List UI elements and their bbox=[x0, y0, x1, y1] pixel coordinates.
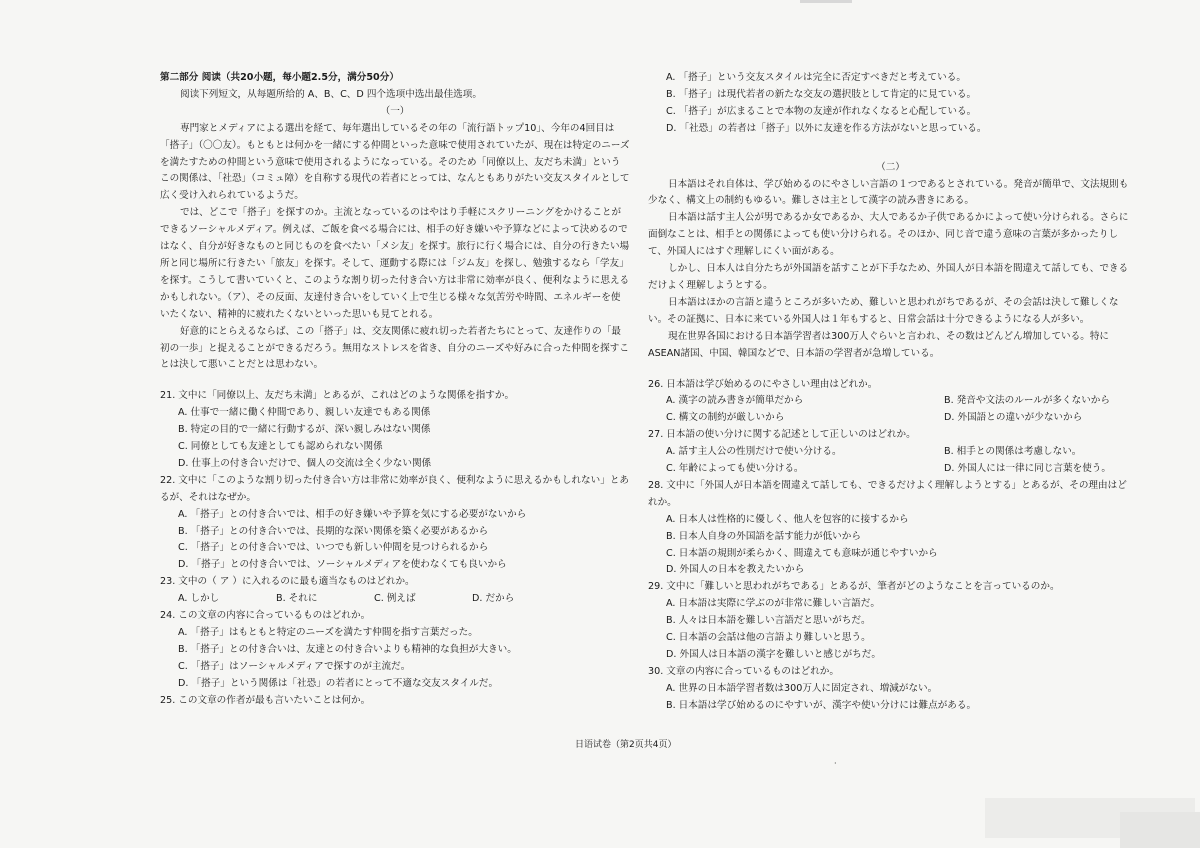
q27-options-row1 bbox=[666, 444, 1133, 461]
q29-option-a: A. 日本語は実際に学ぶのが非常に難しい言語だ。 bbox=[666, 598, 880, 610]
question-30: 30. 文章の内容に合っているものはどれか。 bbox=[648, 665, 839, 677]
section2-label: （二） bbox=[876, 161, 905, 173]
q25-option-c: C. 「搭子」が広まることで本物の友達が作れなくなると心配している。 bbox=[666, 105, 977, 117]
section1-label: （一） bbox=[380, 105, 410, 117]
passage2-paragraph4: 日本語はほかの言語と違うところが多いため、難しいと思われがちであるが、その会話は決して難しくない。その証拠に、日本に来ている外国人は１年もすると、日常会話は十分できるようになる人が多い。 bbox=[648, 296, 1119, 325]
page-footer: 日语试卷（第2页共4页） bbox=[575, 740, 677, 750]
q29-option-b: B. 人々は日本語を難しい言語だと思いがちだ。 bbox=[666, 615, 871, 627]
passage2-paragraph1: 日本語はそれ自体は、学び始めるのにやさしい言語の１つであるとされている。発音が簡単で、文法規則も少なく、構文上の制約もゆるい。難しさは主として漢字の読み書きにある。 bbox=[648, 178, 1129, 207]
passage2-paragraph3: しかし、日本人は自分たちが外国語を話すことが下手なため、外国人が日本語を間違えて話しても、できるだけよく理解しようとする。 bbox=[648, 263, 1129, 291]
q30-option-b: B. 日本語は学び始めるのにやすいが、漢字や使い分けには難点がある。 bbox=[666, 699, 977, 711]
question-24: 24. この文章の内容に合っているものはどれか。 bbox=[160, 610, 371, 622]
q27-option-d: D. 外国人には一律に同じ言葉を使う。 bbox=[944, 463, 1111, 475]
q21-option-b: B. 特定の目的で一緒に行動するが、深い親しみはない関係 bbox=[178, 424, 431, 436]
q27-options-row2 bbox=[666, 461, 1133, 478]
question-21: 21. 文中に「同僚以上、友だち未満」とあるが、これはどのような関係を指すか。 bbox=[160, 390, 515, 402]
q24-option-c: C. 「搭子」はソーシャルメディアで探すのが主流だ。 bbox=[178, 660, 411, 672]
scan-mark bbox=[800, 0, 852, 3]
q22-option-a: A. 「搭子」との付き合いでは、相手の好き嫌いや予算を気にする必要がないから bbox=[178, 508, 527, 520]
question-22: 22. 文中に「このような割り切った付き合い方は非常に効率が良く、便利なように思えるかもしれない」とあるが、それはなぜか。 bbox=[160, 474, 630, 503]
q21-option-d: D. 仕事上の付き合いだけで、個人の交流は全く少ない関係 bbox=[178, 457, 432, 469]
question-27: 27. 日本語の使い分けに関する記述として正しいのはどれか。 bbox=[648, 429, 916, 441]
scan-dot: · bbox=[834, 759, 837, 768]
q26-option-c: C. 構文の制約が厳しいから bbox=[666, 412, 785, 424]
q23-option-a: A. しかし bbox=[178, 593, 220, 605]
q25-option-a: A. 「搭子」という交友スタイルは完全に否定すべきだと考えている。 bbox=[666, 72, 966, 83]
q23-option-b: B. それに bbox=[276, 593, 318, 605]
scan-smudge-corner bbox=[1120, 812, 1200, 848]
q29-option-d: D. 外国人は日本語の漢字を難しいと感じがちだ。 bbox=[666, 649, 881, 660]
q25-option-b: B. 「搭子」は現代若者の新たな交友の選択肢として肯定的に見ている。 bbox=[666, 88, 977, 100]
passage1-paragraph1: 専門家とメディアによる選出を経て、毎年選出しているその年の「流行語トップ10」、今年の4回目は「搭子」（〇〇友）。もともとは何かを一緒にする仲間といった意味で使用されていたが、現在は特定のニーズを満たすための仲間という意味で使用されるようになっている。そのため「同僚以上、友だち未満」というこの関係は、「社恐」（コミュ障）を自称する現代の若者にとっては、なんともありがたい交友スタイルとして広く受け入れられているようだ。 bbox=[160, 122, 630, 202]
question-26: 26. 日本語は学び始めるのにやさしい理由はどれか。 bbox=[648, 378, 878, 390]
question-25: 25. この文章の作者が最も言いたいことは何か。 bbox=[160, 694, 371, 706]
q25-option-d: D. 「社恐」の若者は「搭子」以外に友達を作る方法がないと思っている。 bbox=[666, 122, 987, 134]
q27-option-a: A. 話す主人公の性別だけで使い分ける。 bbox=[666, 446, 842, 458]
q27-option-b: B. 相手との関係は考慮しない。 bbox=[944, 446, 1082, 458]
right-column bbox=[648, 70, 1133, 715]
passage1-paragraph2: では、どこで「搭子」を探すのか。主流となっているのはやはり手軽にスクリーニングをかけることができるソーシャルメディア。例えば、ご飯を食べる場合には、相手の好き嫌いや予算などによって決めるのではなく、自分が好きなものと同じものを食べたい「メシ友」を探す。旅行に行く場合には、自分の行きたい場所と同じ場所に行きたい「旅友」を探す。そして、運動する際には「ジム友」を探し、勉強するなら「学友」を探す。こうして書いていくと、このような割り切った付き合い方は非常に効率が良く、便利なように思えるかもしれない。（ア）、その反面、友達付き合いをしていく上で生じる様々な気苦労や時間、エネルギーを使いたくない、精神的に疲れたくないといった思いも見てとれる。 bbox=[160, 207, 630, 320]
q24-option-d: D. 「搭子」という関係は「社恐」の若者にとって不適な交友スタイルだ。 bbox=[178, 677, 499, 689]
q24-option-b: B. 「搭子」との付き合いは、友達との付き合いよりも精神的な負担が大きい。 bbox=[178, 643, 517, 655]
q26-option-d: D. 外国語との違いが少ないから bbox=[944, 412, 1083, 424]
q22-option-d: D. 「搭子」との付き合いでは、ソーシャルメディアを使わなくても良いから bbox=[178, 559, 507, 571]
q24-option-a: A. 「搭子」はもともと特定のニーズを満たす仲間を指す言葉だった。 bbox=[178, 627, 478, 638]
question-28: 28. 文中に「外国人が日本語を間違えて話しても、できるだけよく理解しようとする」とあるが、その理由はどれか。 bbox=[648, 479, 1127, 508]
passage2-paragraph5: 現在世界各国における日本語学習者は300万人ぐらいと言われ、その数はどんどん増加している。特にASEAN諸国、中国、韓国などで、日本語の学習者が急増している。 bbox=[648, 330, 1110, 359]
q23-option-d: D. だから bbox=[472, 593, 515, 605]
question-23: 23. 文中の（ ア ）に入れるのに最も適当なものはどれか。 bbox=[160, 576, 415, 588]
q22-option-b: B. 「搭子」との付き合いでは、長期的な深い関係を築く必要があるから bbox=[178, 525, 489, 537]
q23-options bbox=[178, 591, 630, 608]
instruction: 阅读下列短文，从每题所给的 A、B、C、D 四个选项中选出最佳选项。 bbox=[180, 88, 482, 100]
q21-option-c: C. 同僚としても友達としても認められない関係 bbox=[178, 441, 383, 453]
passage2-paragraph2: 日本語は話す主人公が男であるか女であるか、大人であるか子供であるかによって使い分けられる。さらに面倒なことは、相手との関係によっても使い分けられる。そのほか、同じ音で違う意味の言葉が多かったりして、外国人にはすぐ理解しにくい面がある。 bbox=[648, 212, 1129, 258]
question-29: 29. 文中に「難しいと思われがちである」とあるが、筆者がどのようなことを言っているのか。 bbox=[648, 581, 1060, 593]
q26-option-b: B. 発音や文法のルールが多くないから bbox=[944, 395, 1110, 407]
q30-option-a: A. 世界の日本語学習者数は300万人に固定され、増減がない。 bbox=[666, 682, 938, 694]
left-column bbox=[160, 70, 630, 710]
q28-option-d: D. 外国人の日本を教えたいから bbox=[666, 564, 805, 576]
part-title: 第二部分 阅读（共20小题，每小题2.5分，满分50分） bbox=[160, 72, 399, 83]
q26-options-row1 bbox=[666, 393, 1133, 410]
q28-option-a: A. 日本人は性格的に優しく、他人を包容的に接するから bbox=[666, 513, 909, 525]
q23-option-c: C. 例えば bbox=[374, 593, 416, 605]
q28-option-b: B. 日本人自身の外国語を話す能力が低いから bbox=[666, 530, 861, 542]
passage1-paragraph3: 好意的にとらえるならば、この「搭子」は、交友関係に疲れ切った若者たちにとって、友達作りの「最初の一歩」と捉えることができるだろう。無用なストレスを省き、自分のニーズや好みに合った仲間を探すことは決して悪いことだとは思わない。 bbox=[160, 325, 629, 371]
q28-option-c: C. 日本語の規則が柔らかく、間違えても意味が通じやすいから bbox=[666, 547, 938, 559]
q29-option-c: C. 日本語の会話は他の言語より難しいと思う。 bbox=[666, 632, 871, 644]
q21-option-a: A. 仕事で一緒に働く仲間であり、親しい友達でもある関係 bbox=[178, 407, 431, 419]
q26-option-a: A. 漢字の読み書きが簡単だから bbox=[666, 395, 804, 407]
q22-option-c: C. 「搭子」との付き合いでは、いつでも新しい仲間を見つけられるから bbox=[178, 542, 489, 554]
q27-option-c: C. 年齢によっても使い分ける。 bbox=[666, 463, 804, 475]
q26-options-row2 bbox=[666, 410, 1133, 427]
